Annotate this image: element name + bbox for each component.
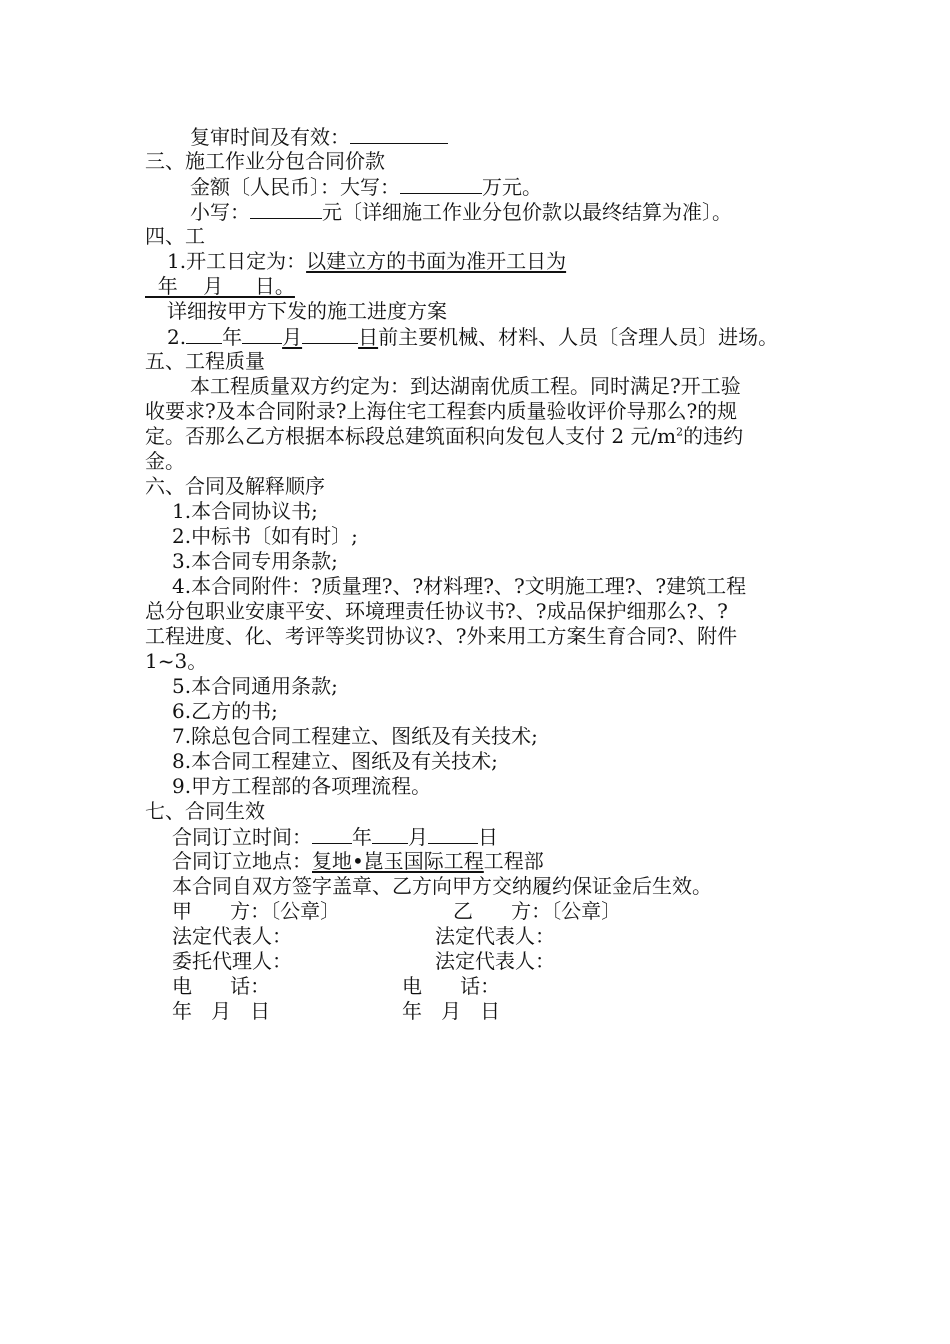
mobilization-year-blank [186, 324, 222, 344]
amount-figures-suffix: 元〔详细施工作业分包价款以最终结算为准〕。 [322, 200, 732, 224]
order-item-4: 4.本合同附件：?质量理?、?材料理?、?文明施工理?、?建筑工程 [172, 574, 747, 598]
start-date-basis: 以建立方的书面为准开工日为 [306, 249, 567, 273]
signing-place-line [172, 849, 544, 874]
order-item-9: 9.甲方工程部的各项理流程。 [172, 774, 432, 798]
review-time-line [190, 124, 448, 149]
signing-place-value: 复地•崑玉国际工程 [312, 849, 484, 873]
order-item-5: 5.本合同通用条款; [172, 674, 338, 698]
amount-figures-label: 小写： [190, 200, 250, 224]
amount-words-suffix: 万元。 [482, 175, 542, 199]
signing-day-blank [428, 824, 478, 844]
order-item-3: 3.本合同专用条款; [172, 549, 338, 573]
order-item-6: 6.乙方的书; [172, 699, 278, 723]
mobilization-day-blank [302, 324, 358, 344]
party-a-seal: 甲 方：〔公章〕 [172, 899, 341, 923]
mobilization-text: 前主要机械、材料、人员〔含理人员〕进场。 [378, 325, 779, 349]
signing-time-label: 合同订立时间： [172, 825, 312, 849]
mobilization-month-label: 月 [282, 325, 303, 349]
section-3-heading: 三、施工作业分包合同价款 [145, 149, 385, 173]
start-date-line [167, 249, 566, 274]
mobilization-line [167, 324, 778, 349]
section-7-heading: 七、合同生效 [145, 799, 265, 823]
mobilization-day-label: 日 [358, 325, 379, 349]
section-5-heading: 五、工程质量 [145, 349, 265, 373]
signing-year-blank [312, 824, 352, 844]
order-item-1: 1.本合同协议书; [172, 499, 318, 523]
party-b-phone: 电 话： [402, 974, 501, 998]
start-date-label: 1.开工日定为： [167, 249, 307, 273]
square-meter-superscript: 2 [676, 425, 684, 439]
amount-words-line [190, 174, 542, 199]
signing-month-blank [372, 824, 408, 844]
signing-year-label: 年 [352, 825, 372, 849]
party-a-representative: 法定代表人： [172, 924, 292, 948]
order-item-4-cont-2: 工程进度、化、考评等奖罚协议?、?外来用工方案生育合同?、附件 [145, 624, 738, 648]
amount-words-label: 金额〔人民币〕：大写： [190, 175, 400, 199]
quality-line-2: 收要求?及本合同附录?上海住宅工程套内质量验收评价导那么?的规 [145, 399, 738, 423]
amount-figures-line [190, 199, 732, 224]
effectiveness-clause: 本合同自双方签字盖章、乙方向甲方交纳履约保证金后生效。 [172, 874, 712, 898]
party-a-phone: 电 话： [172, 974, 271, 998]
mobilization-month-blank [242, 324, 282, 344]
start-date-values [145, 274, 295, 299]
review-time-label: 复审时间及有效： [190, 125, 350, 149]
order-item-4-cont-1: 总分包职业安康平安、环境理责任协议书?、?成品保护细那么?、? [145, 599, 728, 623]
party-a-agent: 委托代理人： [172, 949, 292, 973]
start-date-ymd: 年 月 日。 [145, 274, 295, 298]
quality-line-3-tail: 的违约 [683, 424, 744, 448]
signing-place-suffix: 工程部 [483, 849, 544, 873]
quality-line-1: 本工程质量双方约定为：到达湖南优质工程。同时满足?开工验 [190, 374, 741, 398]
order-item-4-cont-3: 1~3。 [145, 649, 208, 673]
signing-day-label: 日 [478, 825, 498, 849]
quality-line-4: 金。 [145, 449, 185, 473]
signing-time-line [172, 824, 498, 849]
section-6-heading: 六、合同及解释顺序 [145, 474, 325, 498]
party-b-date: 年 月 日 [402, 999, 501, 1023]
party-a-date: 年 月 日 [172, 999, 271, 1023]
order-item-8: 8.本合同工程建立、图纸及有关技术; [172, 749, 498, 773]
order-item-7: 7.除总包合同工程建立、图纸及有关技术; [172, 724, 538, 748]
amount-words-blank [400, 174, 482, 194]
review-time-blank [350, 124, 448, 144]
order-item-2: 2.中标书〔如有时〕; [172, 524, 358, 548]
section-4-heading: 四、工 [145, 224, 205, 248]
signing-month-label: 月 [408, 825, 428, 849]
amount-figures-blank [250, 199, 322, 219]
party-b-representative-2: 法定代表人： [435, 949, 555, 973]
quality-line-3-text: 定。否那么乙方根据本标段总建筑面积向发包人支付 2 元/m [145, 424, 677, 448]
mobilization-year-label: 年 [222, 325, 243, 349]
party-b-seal: 乙 方：〔公章〕 [453, 899, 622, 923]
quality-line-3 [145, 424, 743, 449]
party-b-representative: 法定代表人： [435, 924, 555, 948]
signing-place-label: 合同订立地点： [172, 849, 312, 873]
mobilization-number: 2. [167, 325, 187, 349]
schedule-plan-line: 详细按甲方下发的施工进度方案 [167, 299, 447, 323]
